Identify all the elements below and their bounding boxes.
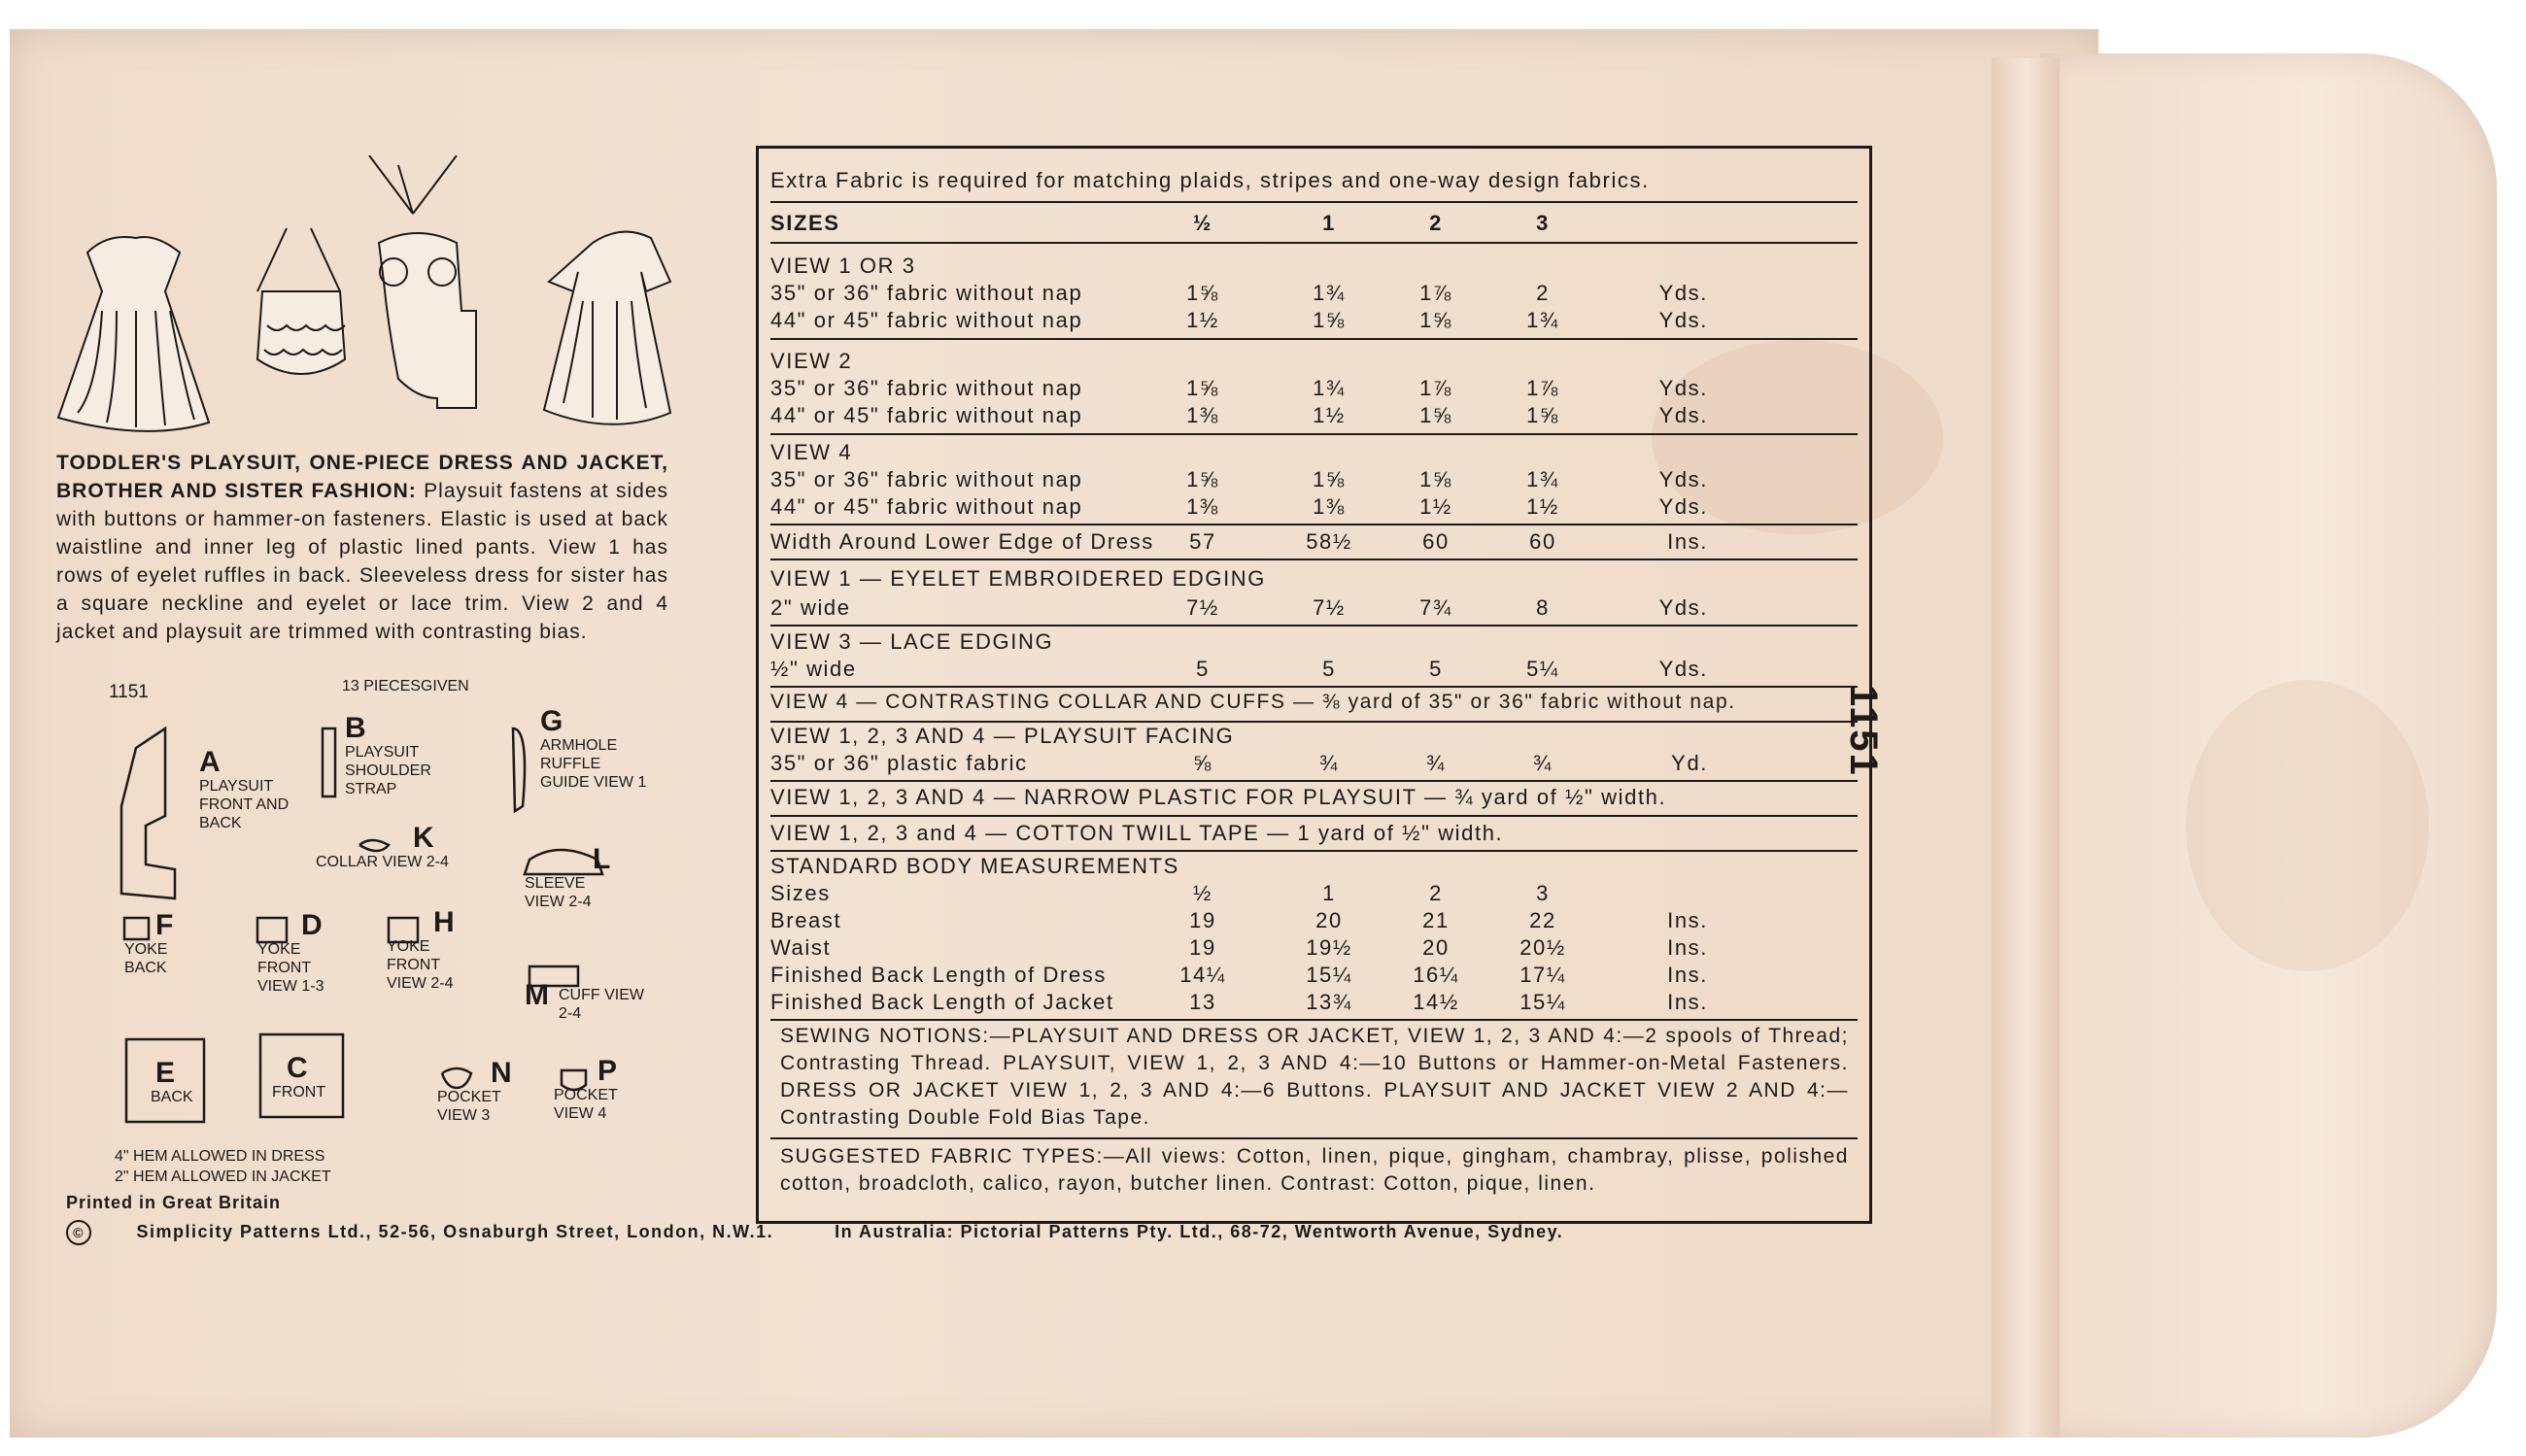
cell: 1¾ (1526, 308, 1559, 332)
cell: 7¾ (1419, 595, 1452, 620)
cell: 2 (1429, 881, 1443, 905)
piece-m (525, 981, 646, 1023)
row-label: 44" or 45" fabric without nap (770, 494, 1083, 519)
piece-b (345, 714, 442, 798)
cell: 1⅞ (1526, 376, 1559, 400)
view4-title: VIEW 4 (770, 440, 853, 464)
sizes-label: SIZES (770, 211, 840, 235)
cell: 1⅝ (1526, 403, 1559, 427)
unit: Yds. (1658, 467, 1708, 491)
piece-label: COLLAR VIEW 2-4 (316, 854, 449, 870)
unit: Yds. (1658, 403, 1708, 427)
cell: ½ (1193, 881, 1212, 905)
rule (770, 625, 1858, 626)
row-label: Waist (770, 935, 832, 960)
measure-title: STANDARD BODY MEASUREMENTS (770, 854, 1179, 878)
view4-row1 (770, 467, 1858, 492)
cell: 15¼ (1306, 963, 1352, 987)
hem-note: 4" HEM ALLOWED IN DRESS (115, 1148, 325, 1165)
rule (770, 433, 1858, 435)
unit: Yds. (1658, 308, 1708, 332)
cell: 14¼ (1179, 963, 1226, 987)
view4-row2 (770, 494, 1858, 520)
row-label: Width Around Lower Edge of Dress (770, 529, 1154, 554)
piece-label: YOKE BACK (124, 941, 168, 976)
cell: 16¼ (1413, 963, 1459, 987)
size: 1 (1322, 211, 1336, 235)
piece-e (151, 1059, 193, 1106)
printed-in: Printed in Great Britain (66, 1193, 282, 1212)
view2-row2 (770, 403, 1858, 428)
measure-breast (770, 908, 1858, 933)
cell: 1¾ (1313, 281, 1346, 305)
pattern-title: TODDLER'S PLAYSUIT, ONE-PIECE DRESS AND JACKET, BROTHER AND SISTER FASHION: (56, 452, 668, 502)
garment-illustrations (49, 155, 680, 447)
piece-letter: E (155, 1057, 176, 1089)
cell: 1½ (1313, 403, 1346, 427)
cell: 1⅝ (1419, 467, 1452, 491)
cell: 20 (1422, 935, 1450, 960)
view2-row1 (770, 376, 1858, 401)
row-label: 44" or 45" fabric without nap (770, 308, 1083, 332)
unit: Yds. (1658, 595, 1708, 620)
cell: 21 (1422, 908, 1450, 932)
piece-letter: D (301, 909, 323, 941)
measure-jacket (770, 990, 1858, 1015)
piece-d (257, 911, 335, 996)
twill-tape-row: VIEW 1, 2, 3 and 4 — COTTON TWILL TAPE — 1 yard of ½" width. (770, 821, 1504, 845)
piece-letter: P (597, 1055, 618, 1087)
rule (770, 524, 1858, 525)
cell: 13¾ (1306, 990, 1352, 1014)
rule (770, 1019, 1858, 1021)
piece-label: CUFF VIEW 2-4 (559, 987, 644, 1022)
row-label: 35" or 36" fabric without nap (770, 281, 1083, 305)
row-label: Finished Back Length of Jacket (770, 990, 1114, 1014)
cell: 1½ (1526, 494, 1559, 519)
piece-n (437, 1059, 515, 1125)
unit: Yds. (1658, 281, 1708, 305)
cell: 5 (1429, 657, 1443, 681)
lace-row (770, 657, 1858, 682)
rule (770, 338, 1858, 340)
cell: 1½ (1419, 494, 1452, 519)
australia-distributor: In Australia: Pictorial Patterns Pty. Ltd., 68-72, Wentworth Avenue, Sydney. (835, 1222, 1564, 1241)
piece-label: PLAYSUIT FRONT AND BACK (199, 778, 290, 831)
unit: Yds. (1658, 376, 1708, 400)
measure-sizes (770, 881, 1858, 906)
rule (770, 242, 1858, 244)
pattern-description-text: Playsuit fastens at sides with buttons or hammer-on fasteners. Elastic is used at back waistline and inner leg of plastic lined pants. View 1 has rows of eyelet ruffles in back. Sleeveless dress for sister has a square neckline and eyelet or lace trim. View 2 and 4 jacket and playsuit are trimmed with contrasting bias. (56, 480, 668, 643)
cell: 19 (1189, 908, 1216, 932)
cell: ¾ (1426, 751, 1446, 775)
facing-title: VIEW 1, 2, 3 AND 4 — PLAYSUIT FACING (770, 724, 1235, 748)
cell: 1⅝ (1186, 467, 1219, 491)
cell: 7½ (1186, 595, 1219, 620)
cell: 1¾ (1526, 467, 1559, 491)
row-label: 35" or 36" fabric without nap (770, 467, 1083, 491)
cell: 1⅝ (1419, 403, 1452, 427)
cell: ¾ (1533, 751, 1553, 775)
piece-k (316, 824, 449, 871)
piece-p (554, 1057, 632, 1123)
piece-letter: L (593, 843, 611, 875)
row-label: 35" or 36" fabric without nap (770, 376, 1083, 400)
cell: 1⅝ (1419, 308, 1452, 332)
view13-title: VIEW 1 OR 3 (770, 254, 916, 278)
unit: Ins. (1667, 990, 1708, 1014)
cell: 57 (1189, 529, 1216, 554)
cell: 20 (1315, 908, 1343, 932)
cell: 19½ (1306, 935, 1352, 960)
piece-a (199, 748, 296, 832)
lace-title: VIEW 3 — LACE EDGING (770, 629, 1054, 654)
size: ½ (1193, 211, 1212, 235)
rule (770, 721, 1858, 723)
piece-label: YOKE FRONT VIEW 2-4 (387, 938, 454, 992)
piece-l (525, 845, 610, 911)
cell: ⅝ (1193, 751, 1212, 775)
unit: Ins. (1667, 935, 1708, 960)
row-label: ½" wide (770, 657, 857, 681)
unit: Yds. (1658, 494, 1708, 519)
row-label: Sizes (770, 881, 831, 905)
cell: 17¼ (1519, 963, 1566, 987)
cell: 1⅝ (1186, 376, 1219, 400)
piece-letter: G (540, 705, 563, 737)
hem-notes (115, 1146, 331, 1187)
piece-letter: K (413, 822, 434, 854)
cell: 5 (1196, 657, 1210, 681)
piece-label: FRONT (272, 1084, 326, 1100)
row-label: 35" or 36" plastic fabric (770, 751, 1028, 775)
cell: 58½ (1306, 529, 1352, 554)
cell: 20½ (1519, 935, 1566, 960)
piece-label: YOKE FRONT VIEW 1-3 (257, 941, 324, 995)
pattern-number: 1151 (109, 682, 149, 702)
facing-row (770, 751, 1858, 776)
cell: 1⅜ (1186, 403, 1219, 427)
piece-label: POCKET VIEW 4 (554, 1087, 618, 1122)
cell: 1⅜ (1313, 494, 1346, 519)
size: 2 (1429, 211, 1443, 235)
cell: 60 (1422, 529, 1450, 554)
piece-letter: A (199, 746, 221, 778)
cell: 13 (1189, 990, 1216, 1014)
piece-letter: C (287, 1052, 308, 1084)
cell: 5 (1322, 657, 1336, 681)
cell: 2 (1536, 281, 1550, 305)
unit: Yd. (1671, 751, 1708, 775)
cell: 1½ (1186, 308, 1219, 332)
piece-label: PLAYSUIT SHOULDER STRAP (345, 744, 431, 797)
narrow-plastic-row: VIEW 1, 2, 3 AND 4 — NARROW PLASTIC FOR PLAYSUIT — ¾ yard of ½" width. (770, 785, 1667, 809)
stain (2186, 680, 2429, 971)
pattern-description (56, 449, 668, 646)
piece-g (540, 707, 647, 792)
width-row (770, 529, 1858, 555)
piece-letter: H (433, 906, 455, 938)
piece-c (272, 1054, 325, 1101)
unit: Yds. (1658, 657, 1708, 681)
cell: 60 (1529, 529, 1556, 554)
piece-label: SLEEVE VIEW 2-4 (525, 875, 592, 910)
publisher: Simplicity Patterns Ltd., 52-56, Osnaburgh Street, London, N.W.1. (136, 1222, 774, 1241)
piece-letter: B (345, 712, 366, 744)
cell: 19 (1189, 935, 1216, 960)
piece-letter: M (525, 979, 549, 1011)
size: 3 (1536, 211, 1550, 235)
cell: 3 (1536, 881, 1550, 905)
cell: 14½ (1413, 990, 1459, 1014)
unit: Ins. (1667, 963, 1708, 987)
rule (770, 686, 1858, 688)
row-label: Finished Back Length of Dress (770, 963, 1107, 987)
row-label: 2" wide (770, 595, 851, 620)
view13-row2 (770, 308, 1858, 333)
cell: 1⅜ (1186, 494, 1219, 519)
piece-h (387, 908, 464, 993)
view13-row1 (770, 281, 1858, 306)
piece-label: POCKET VIEW 3 (437, 1089, 501, 1124)
cell: 1 (1322, 881, 1336, 905)
flap-fold (1992, 58, 2060, 1438)
cell: 1¾ (1313, 376, 1346, 400)
rule (770, 850, 1858, 852)
sewing-notions: SEWING NOTIONS:—PLAYSUIT AND DRESS OR JACKET, VIEW 1, 2, 3 AND 4:—2 spools of Thread; Contrasting Thread. PLAYSUIT, VIEW 1, 2, 3 AND 4:—10 Buttons or Hammer-on-Metal Fasteners. DRESS OR JACKET VIEW 1, 2, 3 AND 4:—6 Buttons. PLAYSUIT AND JACKET VIEW 2 AND 4:—Contrasting Double Fold Bias Tape. (780, 1025, 1849, 1129)
piece-label: BACK (151, 1089, 193, 1105)
cell: 1⅝ (1186, 281, 1219, 305)
unit: Ins. (1667, 908, 1708, 932)
eyelet-row (770, 595, 1858, 621)
rule (770, 780, 1858, 782)
view2-title: VIEW 2 (770, 349, 853, 373)
unit: Ins. (1667, 529, 1708, 554)
row-label: 44" or 45" fabric without nap (770, 403, 1083, 427)
cell: 1⅞ (1419, 281, 1452, 305)
side-pattern-number: 1151 (1842, 685, 1885, 777)
sizes-header (770, 211, 1858, 236)
measure-waist (770, 935, 1858, 961)
rule (770, 815, 1858, 817)
hem-note: 2" HEM ALLOWED IN JACKET (115, 1168, 331, 1185)
cell: 1⅝ (1313, 308, 1346, 332)
cell: 7½ (1313, 595, 1346, 620)
cell: ¾ (1319, 751, 1339, 775)
row-label: Breast (770, 908, 842, 932)
rule (770, 559, 1858, 560)
eyelet-title: VIEW 1 — EYELET EMBROIDERED EDGING (770, 566, 1266, 591)
cell: 15¼ (1519, 990, 1566, 1014)
yardage-table (756, 146, 1872, 1224)
piece-letter: N (491, 1057, 512, 1089)
collar-row: VIEW 4 — CONTRASTING COLLAR AND CUFFS — ⅜ yard of 35" or 36" fabric without nap. (770, 691, 1736, 713)
cell: 1⅞ (1419, 376, 1452, 400)
copyright-symbol: © (66, 1220, 91, 1245)
cell: 5¼ (1526, 657, 1559, 681)
cell: 1⅝ (1313, 467, 1346, 491)
piece-letter: F (155, 909, 174, 941)
measure-dress (770, 963, 1858, 988)
piece-label: ARMHOLE RUFFLE GUIDE VIEW 1 (540, 737, 647, 791)
pieces-given: 13 PIECESGIVEN (342, 678, 469, 694)
cell: 8 (1536, 595, 1550, 620)
rule (770, 201, 1858, 203)
extra-fabric-note: Extra Fabric is required for matching plaids, stripes and one-way design fabrics. (770, 168, 1650, 192)
suggested-fabrics: SUGGESTED FABRIC TYPES:—All views: Cotton, linen, pique, gingham, chambray, plisse, polished cotton, broadcloth, calico, rayon, butcher linen. Contrast: Cotton, pique, linen. (780, 1145, 1849, 1195)
piece-f (124, 911, 192, 977)
rule (770, 1137, 1858, 1139)
cell: 22 (1529, 908, 1556, 932)
